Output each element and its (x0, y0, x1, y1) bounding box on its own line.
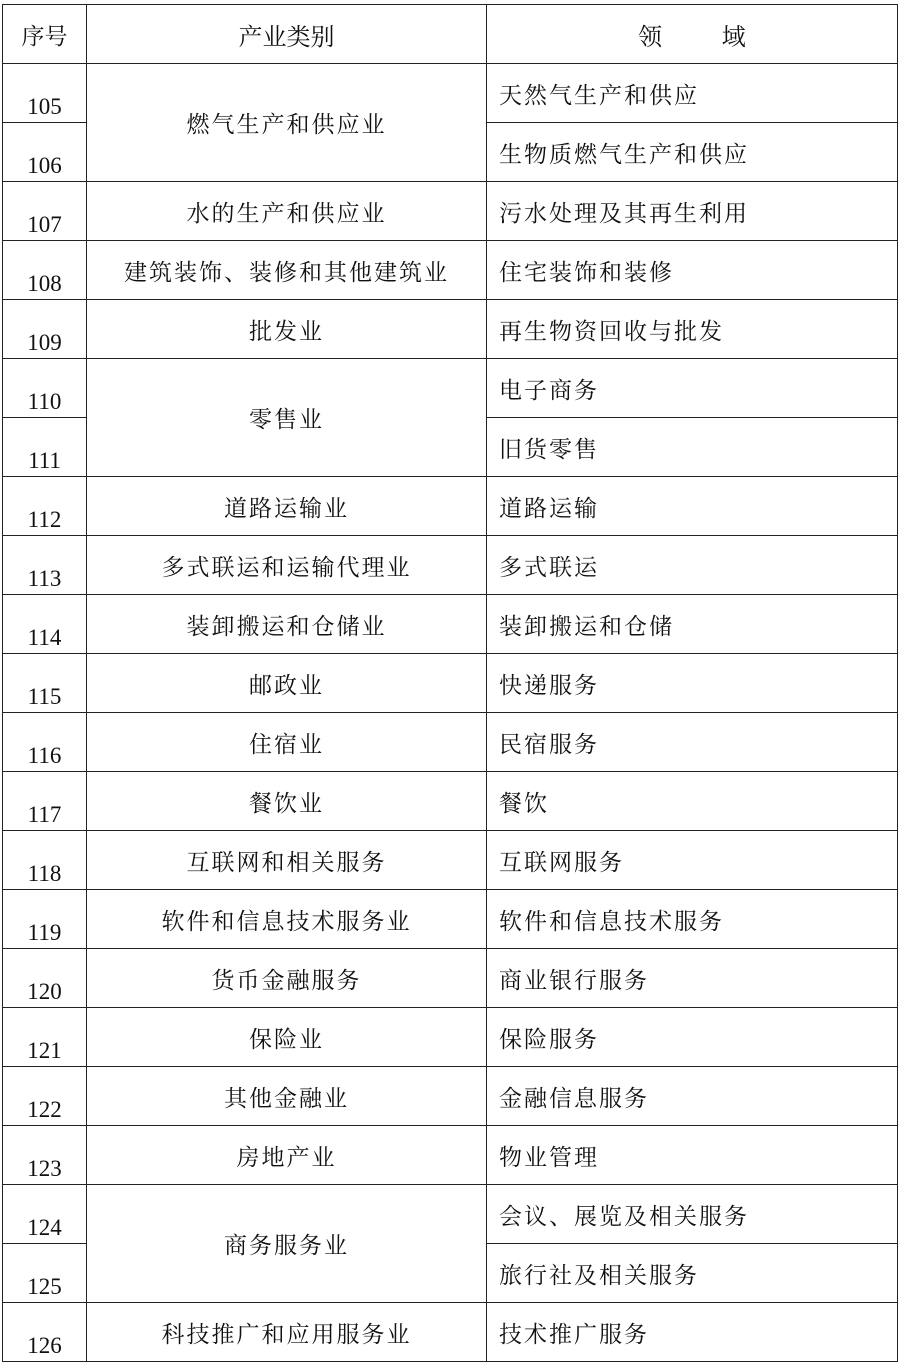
row-num: 111 (3, 418, 87, 477)
row-field: 物业管理 (487, 1126, 898, 1185)
row-num: 109 (3, 300, 87, 359)
row-num: 121 (3, 1008, 87, 1067)
row-field: 污水处理及其再生利用 (487, 182, 898, 241)
header-num: 序号 (3, 5, 87, 64)
row-field: 道路运输 (487, 477, 898, 536)
row-category: 零售业 (87, 359, 487, 477)
row-category: 科技推广和应用服务业 (87, 1303, 487, 1362)
table-row (3, 477, 898, 536)
row-num: 107 (3, 182, 87, 241)
row-field: 金融信息服务 (487, 1067, 898, 1126)
table-row (3, 182, 898, 241)
table-row (3, 772, 898, 831)
row-num: 122 (3, 1067, 87, 1126)
industry-table (2, 4, 898, 1362)
row-category: 燃气生产和供应业 (87, 64, 487, 182)
row-category: 邮政业 (87, 654, 487, 713)
row-field: 生物质燃气生产和供应 (487, 123, 898, 182)
table-row (3, 713, 898, 772)
row-field: 装卸搬运和仓储 (487, 595, 898, 654)
row-field: 住宅装饰和装修 (487, 241, 898, 300)
row-num: 108 (3, 241, 87, 300)
row-num: 118 (3, 831, 87, 890)
row-num: 125 (3, 1244, 87, 1303)
row-num: 115 (3, 654, 87, 713)
row-num: 112 (3, 477, 87, 536)
table-row (3, 890, 898, 949)
row-field: 保险服务 (487, 1008, 898, 1067)
row-category: 商务服务业 (87, 1185, 487, 1303)
row-num: 123 (3, 1126, 87, 1185)
row-category: 道路运输业 (87, 477, 487, 536)
row-field: 旅行社及相关服务 (487, 1244, 898, 1303)
row-field: 多式联运 (487, 536, 898, 595)
table-row (3, 1067, 898, 1126)
table-row (3, 359, 898, 418)
table-row (3, 300, 898, 359)
table-row (3, 949, 898, 1008)
table-row (3, 595, 898, 654)
row-num: 124 (3, 1185, 87, 1244)
row-num: 113 (3, 536, 87, 595)
row-category: 建筑装饰、装修和其他建筑业 (87, 241, 487, 300)
table-row (3, 1185, 898, 1244)
row-category: 装卸搬运和仓储业 (87, 595, 487, 654)
header-field-label: 领 域 (638, 22, 772, 51)
row-category: 货币金融服务 (87, 949, 487, 1008)
row-field: 再生物资回收与批发 (487, 300, 898, 359)
row-field: 餐饮 (487, 772, 898, 831)
table-row (3, 536, 898, 595)
row-field: 民宿服务 (487, 713, 898, 772)
row-category: 其他金融业 (87, 1067, 487, 1126)
row-field: 旧货零售 (487, 418, 898, 477)
row-field: 商业银行服务 (487, 949, 898, 1008)
header-field (487, 5, 898, 64)
table-row (3, 654, 898, 713)
row-num: 119 (3, 890, 87, 949)
table-row (3, 64, 898, 123)
table-row (3, 1126, 898, 1185)
table-row (3, 241, 898, 300)
row-category: 住宿业 (87, 713, 487, 772)
table-row (3, 1008, 898, 1067)
row-field: 天然气生产和供应 (487, 64, 898, 123)
row-category: 餐饮业 (87, 772, 487, 831)
row-num: 114 (3, 595, 87, 654)
row-num: 126 (3, 1303, 87, 1362)
table-row (3, 1303, 898, 1362)
row-category: 水的生产和供应业 (87, 182, 487, 241)
row-category: 软件和信息技术服务业 (87, 890, 487, 949)
row-category: 互联网和相关服务 (87, 831, 487, 890)
row-field: 技术推广服务 (487, 1303, 898, 1362)
row-num: 120 (3, 949, 87, 1008)
row-num: 117 (3, 772, 87, 831)
row-num: 106 (3, 123, 87, 182)
row-field: 快递服务 (487, 654, 898, 713)
row-num: 110 (3, 359, 87, 418)
row-field: 软件和信息技术服务 (487, 890, 898, 949)
header-category: 产业类别 (87, 5, 487, 64)
row-category: 房地产业 (87, 1126, 487, 1185)
row-category: 保险业 (87, 1008, 487, 1067)
table-row (3, 831, 898, 890)
row-num: 105 (3, 64, 87, 123)
table-header-row (3, 5, 898, 64)
row-category: 批发业 (87, 300, 487, 359)
row-category: 多式联运和运输代理业 (87, 536, 487, 595)
row-field: 互联网服务 (487, 831, 898, 890)
row-num: 116 (3, 713, 87, 772)
row-field: 电子商务 (487, 359, 898, 418)
row-field: 会议、展览及相关服务 (487, 1185, 898, 1244)
